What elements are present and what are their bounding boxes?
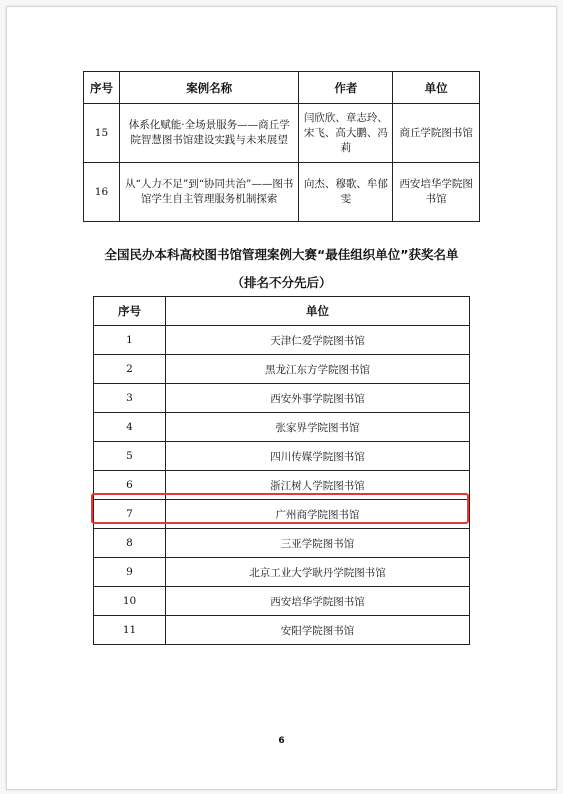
row-no: 11 <box>94 616 166 645</box>
row-no: 7 <box>94 500 166 529</box>
row-authors: 闫欣欣、章志玲、宋飞、高大鹏、冯莉 <box>299 104 393 163</box>
row-unit: 西安外事学院图书馆 <box>166 384 470 413</box>
row-unit: 四川传媒学院图书馆 <box>166 442 470 471</box>
section-title: 全国民办本科高校图书馆管理案例大赛“最佳组织单位”获奖名单 <box>104 247 459 262</box>
table-row <box>94 326 470 355</box>
row-no: 6 <box>94 471 166 500</box>
row-unit: 广州商学院图书馆 <box>166 500 470 529</box>
table-row <box>94 558 470 587</box>
row-unit: 张家界学院图书馆 <box>166 413 470 442</box>
row-case-name: 从“人力不足”到“协同共治”——图书馆学生自主管理服务机制探索 <box>119 163 299 222</box>
row-no: 2 <box>94 355 166 384</box>
row-unit: 安阳学院图书馆 <box>166 616 470 645</box>
section-subtitle: （排名不分先后） <box>231 275 332 290</box>
row-unit: 浙江树人学院图书馆 <box>166 471 470 500</box>
table-row <box>94 442 470 471</box>
row-unit: 三亚学院图书馆 <box>166 529 470 558</box>
table-row <box>84 104 480 163</box>
organizers-table <box>93 296 470 645</box>
header-no: 序号 <box>84 72 120 104</box>
table-row <box>94 384 470 413</box>
row-no: 8 <box>94 529 166 558</box>
table-header-row <box>94 297 470 326</box>
row-unit: 天津仁爱学院图书馆 <box>166 326 470 355</box>
row-unit: 西安培华学院图书馆 <box>166 587 470 616</box>
row-unit: 商丘学院图书馆 <box>393 104 480 163</box>
row-no: 10 <box>94 587 166 616</box>
table-row <box>94 413 470 442</box>
row-no: 5 <box>94 442 166 471</box>
row-authors: 向杰、穆歌、牟郁雯 <box>299 163 393 222</box>
header-author: 作者 <box>299 72 393 104</box>
header-unit: 单位 <box>393 72 480 104</box>
page-number: 6 <box>278 736 285 746</box>
table-header-row <box>84 72 480 104</box>
document-page <box>6 6 557 790</box>
cases-table <box>83 71 480 222</box>
table-row <box>94 529 470 558</box>
row-unit: 西安培华学院图书馆 <box>393 163 480 222</box>
table-row <box>84 163 480 222</box>
header-unit: 单位 <box>166 297 470 326</box>
header-no: 序号 <box>94 297 166 326</box>
row-no: 9 <box>94 558 166 587</box>
header-case-name: 案例名称 <box>119 72 299 104</box>
row-no: 15 <box>84 104 120 163</box>
row-no: 1 <box>94 326 166 355</box>
table-row <box>94 616 470 645</box>
table-row <box>94 355 470 384</box>
row-no: 16 <box>84 163 120 222</box>
highlight-box <box>91 493 469 524</box>
row-unit: 黑龙江东方学院图书馆 <box>166 355 470 384</box>
row-no: 4 <box>94 413 166 442</box>
row-no: 3 <box>94 384 166 413</box>
row-unit: 北京工业大学耿丹学院图书馆 <box>166 558 470 587</box>
row-case-name: 体系化赋能·全场景服务——商丘学院智慧图书馆建设实践与未来展望 <box>119 104 299 163</box>
table-row <box>94 587 470 616</box>
